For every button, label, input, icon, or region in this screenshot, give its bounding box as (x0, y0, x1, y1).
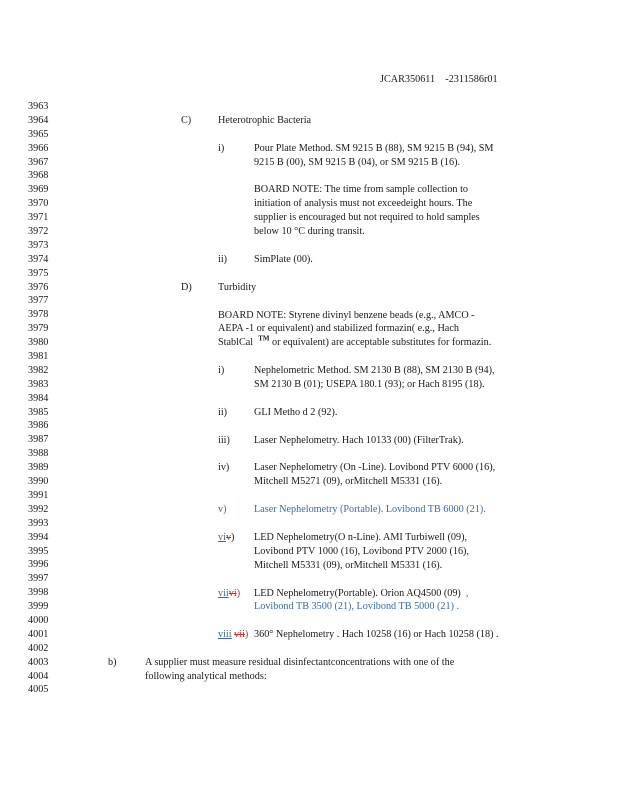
section-b-label: b) (108, 657, 117, 668)
line-number: 3966 (28, 142, 49, 154)
line-number: 4003 (28, 656, 49, 668)
d-item-i-line2: SM 2130 B (01); USEPA 180.1 (93); or Hach 8195 (18). (254, 379, 485, 390)
line-number: 4002 (28, 642, 49, 654)
c-board-note-line1: BOARD NOTE: The time from sample collection to (254, 184, 468, 196)
line-number-column (28, 100, 54, 697)
line-number: 3971 (28, 212, 49, 224)
line-number: 4001 (28, 628, 49, 640)
trademark-mark: TM (258, 334, 270, 343)
document-header (380, 73, 498, 87)
d-board-note-line2: AEPA -1 or equivalent) and stabilized formazin( e.g., Hach (218, 323, 459, 335)
d-item-vi-label-close: ) (231, 531, 235, 543)
d-item-iv-label: iv) (218, 462, 230, 474)
c-item-i-line1: Pour Plate Method. SM 9215 B (88), SM 9215 B (94), SM (254, 142, 494, 154)
d-item-v-label: v) (218, 504, 227, 516)
section-b-line1: A supplier must measure residual disinfectantconcentrations with one of the (145, 657, 455, 668)
c-item-i-label: i) (218, 142, 225, 154)
line-number: 3983 (28, 378, 49, 390)
line-number: 3998 (28, 587, 49, 599)
line-number: 3988 (28, 448, 49, 460)
section-d-label: D) (181, 281, 192, 293)
line-number: 3990 (28, 476, 49, 488)
d-board-note-line3 (218, 336, 491, 350)
d-item-vii-label-close: ) (236, 587, 241, 599)
line-number: 3964 (28, 114, 49, 126)
line-number: 3975 (28, 267, 49, 279)
d-item-vi-label-new: vi (218, 531, 226, 543)
document-version: -2311586r01 (445, 74, 498, 85)
c-board-note-line4: below 10 °C during transit. (254, 226, 365, 238)
c-board-note-line2: initiation of analysis must not exceedeight hours. The (254, 198, 473, 210)
line-number: 3972 (28, 226, 49, 238)
c-item-ii-label: ii) (218, 253, 228, 265)
line-number: 3986 (28, 420, 49, 432)
section-c-label: C) (181, 114, 192, 126)
d-item-vii-insert-mark: , (465, 587, 469, 599)
line-number: 3994 (28, 531, 49, 543)
d-item-viii-text: 360° Nephelometry . Hach 10258 (16) or Hach 10258 (18) . (254, 629, 499, 641)
line-number: 3970 (28, 198, 49, 210)
line-number: 3977 (28, 295, 49, 307)
stablcal-text: StablCal (218, 337, 254, 349)
line-number: 3985 (28, 406, 49, 418)
d-item-vi-label-old: v (225, 531, 232, 543)
line-number: 3996 (28, 559, 49, 571)
line-number: 3989 (28, 462, 49, 474)
d-item-vii-label (218, 587, 240, 601)
line-number: 3987 (28, 434, 49, 446)
line-number: 3991 (28, 489, 49, 501)
section-b-line2: following analytical methods: (145, 670, 267, 682)
d-item-i-line1: Nephelometric Method. SM 2130 B (88), SM 2130 B (94), (254, 365, 495, 377)
d-item-viii-label-close: ) (244, 629, 249, 641)
d-item-viii-label (218, 628, 248, 642)
line-number: 3992 (28, 503, 49, 515)
d-item-vii-line1-wrap (254, 587, 468, 601)
line-number: 3968 (28, 170, 49, 182)
d-item-vi-line3: Mitchell M5331 (09), orMitchell M5331 (16). (254, 559, 443, 571)
line-number: 3997 (28, 573, 49, 585)
line-number: 3974 (28, 253, 49, 265)
line-number: 3973 (28, 239, 49, 251)
d-item-vi-line1: LED Nephelometry(O n-Line). AMI Turbiwell (09), (254, 531, 468, 543)
d-item-iv-line2: Mitchell M5271 (09), orMitchell M5331 (16). (254, 476, 443, 488)
line-number: 3984 (28, 392, 49, 404)
line-number: 4000 (28, 614, 49, 626)
line-number: 3982 (28, 364, 49, 376)
line-number: 4005 (28, 684, 49, 696)
line-number: 3980 (28, 337, 49, 349)
line-number: 3965 (28, 128, 49, 140)
line-number: 3969 (28, 184, 49, 196)
d-item-ii-text: GLI Metho d 2 (92). (254, 406, 338, 418)
d-item-vi-label (218, 531, 234, 545)
d-item-viii-label-old: vii (234, 629, 245, 641)
line-number: 3976 (28, 281, 49, 293)
d-item-vii-label-new: vii (218, 587, 229, 599)
line-number: 3993 (28, 517, 49, 529)
d-item-iii-label: iii) (218, 434, 230, 446)
d-item-i-label: i) (218, 365, 225, 377)
d-item-viii-label-new: viii (218, 629, 232, 641)
line-number: 3995 (28, 545, 49, 557)
d-item-vii-label-old: vi (228, 587, 237, 599)
line-number: 3978 (28, 309, 49, 321)
c-board-note-line3: supplier is encouraged but not required to hold samples (254, 212, 480, 224)
line-number: 3963 (28, 101, 49, 112)
d-item-v-text: Laser Nephelometry (Portable). Lovibond TB 6000 (21). (254, 504, 486, 516)
section-d-title: Turbidity (218, 281, 257, 293)
line-number: 4004 (28, 670, 49, 682)
line-number: 3999 (28, 601, 49, 613)
d-item-iv-line1: Laser Nephelometry (On -Line). Lovibond PTV 6000 (16), (254, 462, 496, 474)
section-c-title: Heterotrophic Bacteria (218, 114, 312, 126)
line-number: 3979 (28, 323, 49, 335)
c-item-i-line2: 9215 B (00), SM 9215 B (04), or SM 9215 B (16). (254, 156, 461, 168)
d-board-note-line1: BOARD NOTE: Styrene divinyl benzene beads (e.g., AMCO - (218, 309, 475, 321)
document-id: JCAR350611 (380, 74, 436, 85)
c-item-ii-text: SimPlate (00). (254, 253, 313, 265)
d-item-ii-label: ii) (218, 406, 228, 418)
line-number: 3981 (28, 351, 49, 363)
d-board-note-line3-rest: or equivalent) are acceptable substitutes for formazin. (272, 337, 492, 349)
d-item-vii-line1: LED Nephelometry(Portable). Orion AQ4500 (09) (254, 587, 461, 599)
d-item-vii-line2: Lovibond TB 3500 (21), Lovibond TB 5000 (21) . (254, 601, 460, 613)
d-item-vi-line2: Lovibond PTV 1000 (16), Lovibond PTV 2000 (16), (254, 545, 469, 557)
line-number: 3967 (28, 156, 49, 168)
d-item-iii-text: Laser Nephelometry. Hach 10133 (00) (FilterTrak). (254, 434, 464, 446)
